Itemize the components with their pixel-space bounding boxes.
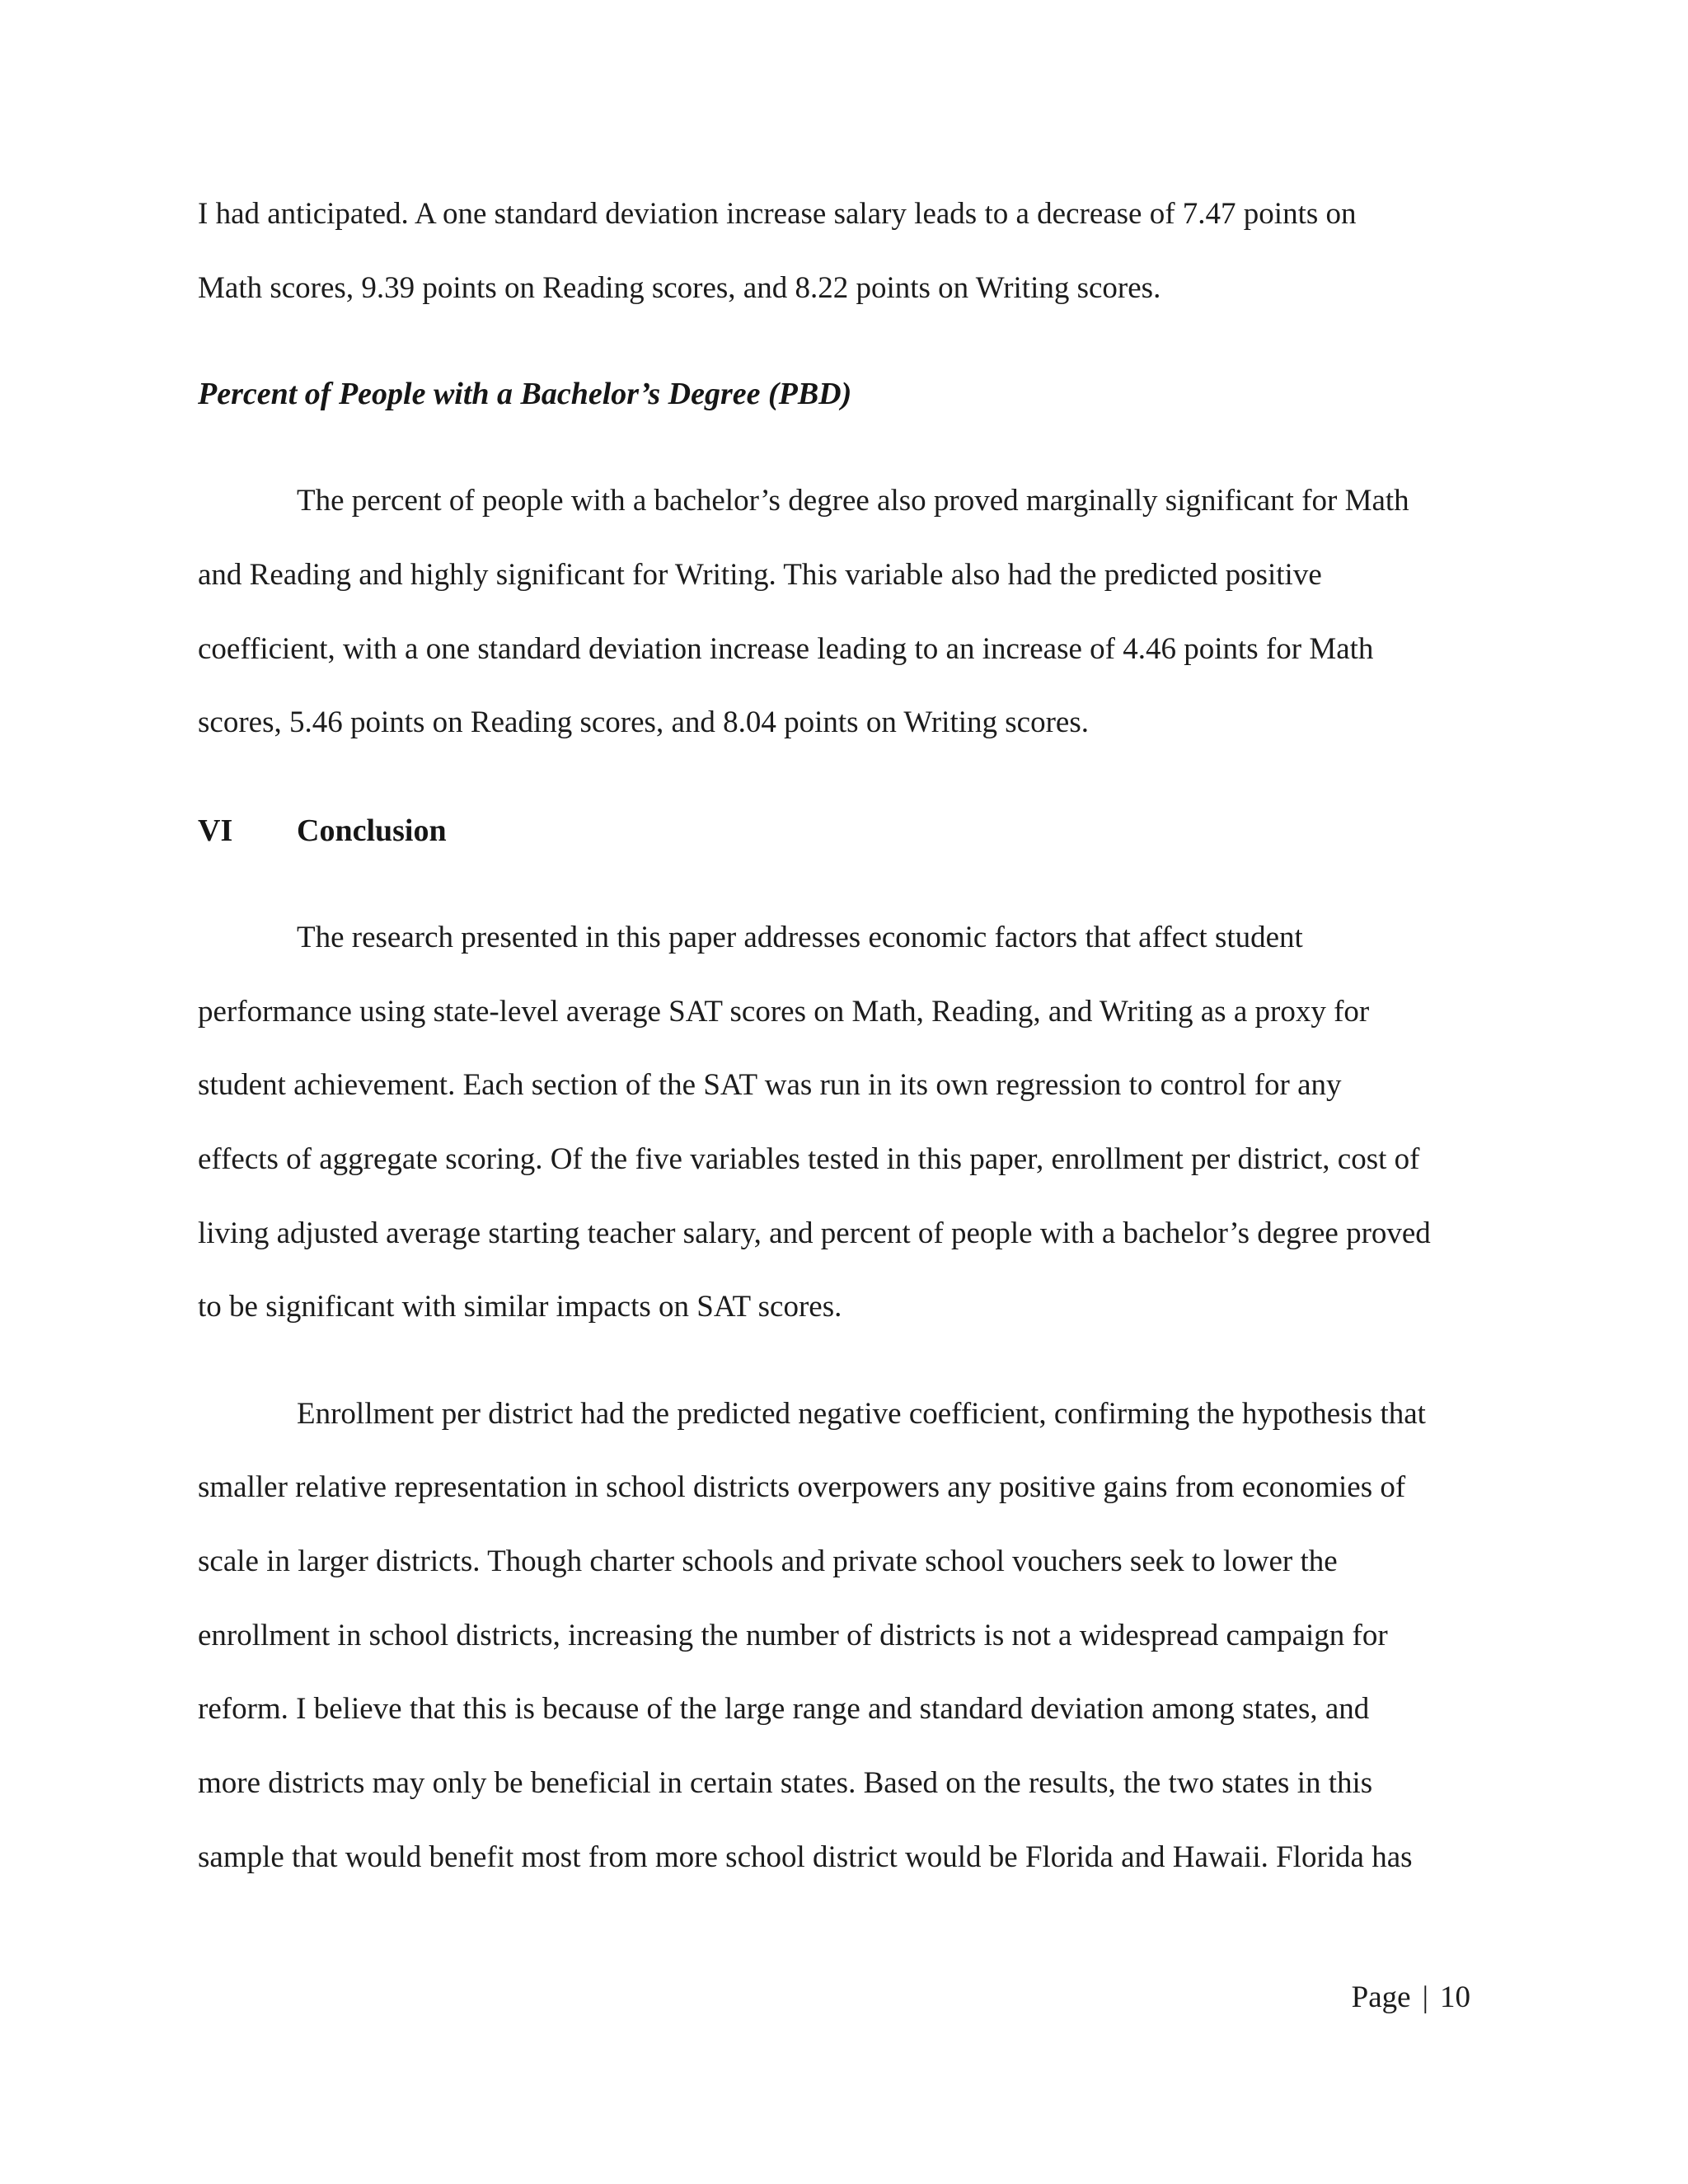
paragraph-line: to be significant with similar impacts on SAT scores. — [198, 1290, 842, 1324]
paragraph-line: The research presented in this paper addresses economic factors that affect student — [297, 921, 1303, 954]
paragraph-line: performance using state-level average SAT scores on Math, Reading, and Writing as a proxy for — [198, 995, 1370, 1029]
paragraph-line: I had anticipated. A one standard deviation increase salary leads to a decrease of 7.47 points on — [198, 197, 1357, 231]
page-number: 10 — [1440, 1980, 1470, 2014]
paragraph-line: Enrollment per district had the predicted negative coefficient, confirming the hypothesis that — [297, 1397, 1426, 1431]
section-title: Conclusion — [297, 813, 447, 848]
section-number: VI — [198, 813, 233, 848]
paragraph-line: scale in larger districts. Though charter schools and private school vouchers seek to lower the — [198, 1544, 1338, 1578]
paragraph-line: enrollment in school districts, increasing the number of districts is not a widespread campaign for — [198, 1619, 1388, 1652]
paragraph-line: student achievement. Each section of the SAT was run in its own regression to control for any — [198, 1068, 1342, 1102]
page-footer — [1352, 1978, 1470, 2018]
paragraph-line: and Reading and highly significant for Writing. This variable also had the predicted positive — [198, 558, 1322, 592]
paragraph-line: more districts may only be beneficial in certain states. Based on the results, the two states in this — [198, 1766, 1373, 1800]
page-label: Page — [1351, 1980, 1411, 2014]
paragraph-line: reform. I believe that this is because of the large range and standard deviation among states, and — [198, 1692, 1370, 1726]
paragraph-line: smaller relative representation in school districts overpowers any positive gains from economies of — [198, 1470, 1406, 1504]
paragraph-line: effects of aggregate scoring. Of the five variables tested in this paper, enrollment per district, cost of — [198, 1142, 1420, 1176]
paragraph-line: Math scores, 9.39 points on Reading scores, and 8.22 points on Writing scores. — [198, 271, 1161, 305]
page-separator: | — [1422, 1980, 1428, 2014]
paragraph-line: The percent of people with a bachelor’s degree also proved marginally significant for Math — [297, 484, 1409, 518]
paragraph-line: coefficient, with a one standard deviation increase leading to an increase of 4.46 points for Math — [198, 632, 1374, 666]
paragraph-line: sample that would benefit most from more school district would be Florida and Hawaii. Florida has — [198, 1840, 1413, 1874]
paragraph-line: living adjusted average starting teacher salary, and percent of people with a bachelor’s degree proved — [198, 1216, 1431, 1250]
paragraph-line: scores, 5.46 points on Reading scores, and 8.04 points on Writing scores. — [198, 705, 1089, 739]
subsection-heading: Percent of People with a Bachelor’s Degree (PBD) — [198, 377, 852, 411]
